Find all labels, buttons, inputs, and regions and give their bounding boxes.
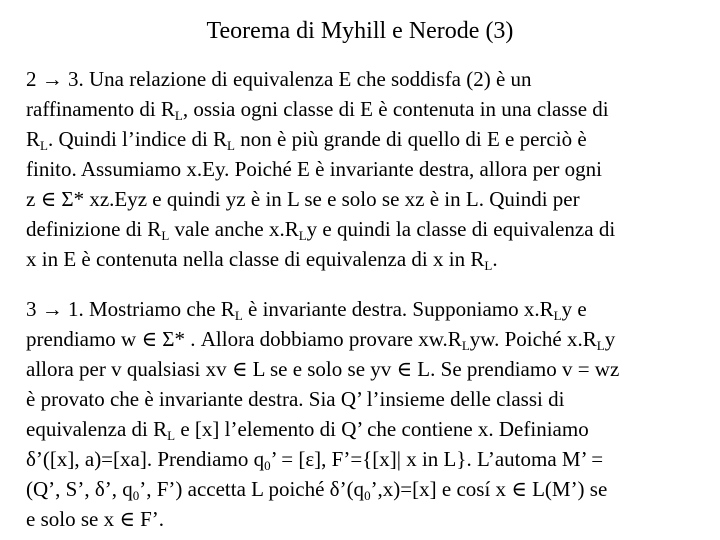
text-line [26, 244, 704, 274]
text-segment: (Q’, S’, δ’, q [26, 477, 133, 501]
text-line [26, 124, 704, 154]
text-segment: vale anche x.R [169, 217, 299, 241]
subscript: L [40, 138, 48, 153]
subscript: L [174, 108, 183, 123]
text-line [26, 214, 704, 244]
subscript: 0 [264, 458, 271, 473]
text-segment: e solo se x ∈ F’. [26, 507, 165, 531]
subscript: 0 [364, 488, 371, 503]
text-line [26, 354, 704, 384]
text-segment: ’,x)=[x] e cosí x ∈ L(M’) se [370, 477, 608, 501]
text-line [26, 184, 704, 214]
text-line [26, 504, 704, 534]
subscript: L [461, 338, 470, 353]
text-segment: prendiamo w ∈ Σ* . Allora dobbiamo provare xw.R [26, 327, 462, 351]
subscript: L [298, 228, 307, 243]
text-segment: x in E è contenuta nella classe di equivalenza di x in R [26, 247, 485, 271]
subscript: L [161, 228, 170, 243]
text-segment: , ossia ogni classe di E è contenuta in una classe di [182, 97, 609, 121]
text-line [26, 474, 704, 504]
text-segment: raffinamento di R [26, 97, 175, 121]
text-segment: δ’([x], a)=[xa]. Prendiamo q [26, 447, 265, 471]
text-segment: 3 → 1. Mostriamo che R [26, 297, 235, 321]
subscript: L [227, 138, 235, 153]
subscript: L [484, 258, 493, 273]
text-segment: . Quindi l’indice di R [47, 127, 228, 151]
text-segment: equivalenza di R [26, 417, 168, 441]
paragraph-direction-3-to-1 [26, 294, 704, 534]
text-segment: y e [561, 297, 587, 321]
text-line [26, 324, 704, 354]
text-segment: 2 → 3. Una relazione di equivalenza E che soddisfa (2) è un [26, 67, 532, 91]
text-segment: . [492, 247, 498, 271]
text-segment: non è più grande di quello di E e perciò è [235, 127, 587, 151]
text-line [26, 444, 704, 474]
text-segment: e [x] l’elemento di Q’ che contiene x. Definiamo [175, 417, 589, 441]
text-segment: y e quindi la classe di equivalenza di [306, 217, 616, 241]
paragraph-direction-2-to-3 [26, 64, 704, 274]
subscript: L [553, 308, 562, 323]
text-segment: è invariante destra. Supponiamo x.R [242, 297, 554, 321]
text-segment: R [26, 127, 41, 151]
slide-title: Teorema di Myhill e Nerode (3) [206, 18, 514, 44]
text-segment: y [604, 327, 616, 351]
text-segment: finito. Assumiamo x.Ey. Poiché E è invariante destra, allora per ogni [26, 157, 602, 181]
text-line [26, 384, 704, 414]
text-line [26, 414, 704, 444]
subscript: L [234, 308, 243, 323]
text-segment: allora per v qualsiasi xv ∈ L se e solo se yv ∈ L. Se prendiamo v = wz [26, 357, 620, 381]
text-segment: definizione di R [26, 217, 162, 241]
text-line [26, 64, 704, 94]
text-line [26, 94, 704, 124]
text-segment: ’, F’) accetta L poiché δ’(q [139, 477, 365, 501]
subscript: L [596, 338, 605, 353]
text-segment: yw. Poiché x.R [469, 327, 597, 351]
text-segment: è provato che è invariante destra. Sia Q’ l’insieme delle classi di [26, 387, 565, 411]
text-segment: z ∈ Σ* xz.Eyz e quindi yz è in L se e solo se xz è in L. Quindi per [26, 187, 580, 211]
text-line [26, 294, 704, 324]
subscript: 0 [132, 488, 140, 503]
subscript: L [167, 428, 176, 443]
text-segment: ’ = [ε], F’={[x]| x in L}. L’automa M’ = [270, 447, 604, 471]
text-line [26, 154, 704, 184]
